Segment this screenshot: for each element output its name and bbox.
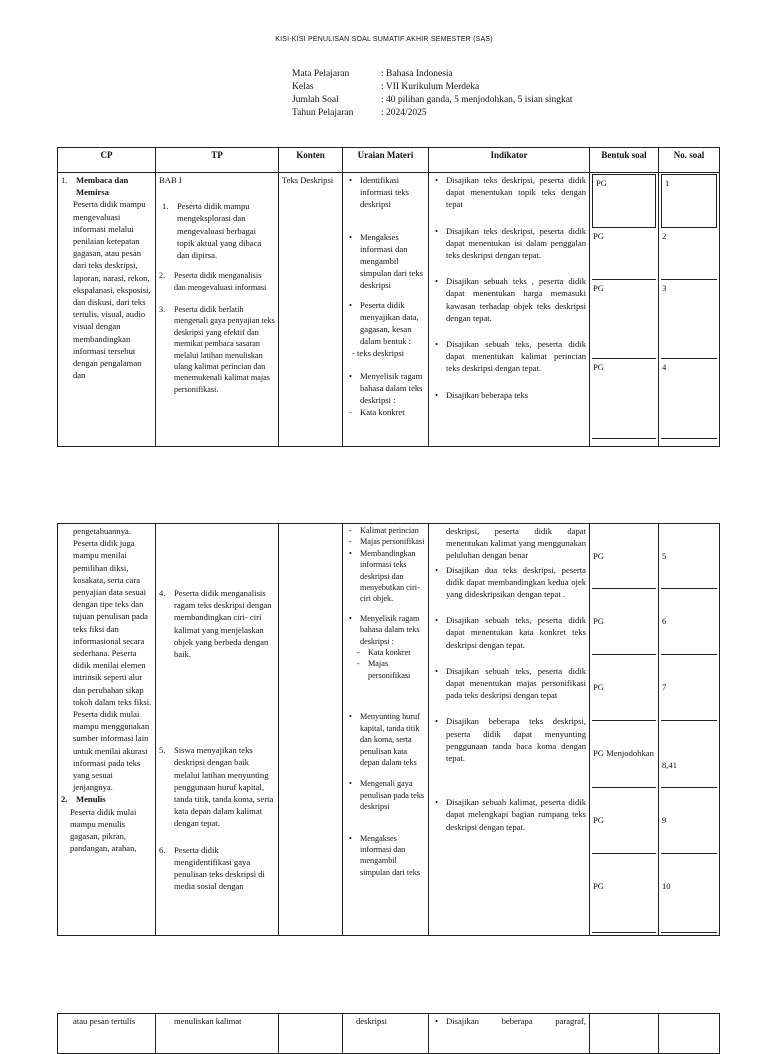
question-number-slot: 8,41 [659,721,719,788]
meta-row-question-count: Jumlah Soal : 40 pilihan ganda, 5 menjodohkan, 5 isian singkat [292,95,573,105]
cp-text: pengetahuannya. Peserta didik juga mampu menilai pemilihan diksi, kosakata, serta cara penyajian data sesuai dengan tipe teks dan tujuan penulisan pada teks fiksi dan informasional secara sederhana. Peserta didik menilai elemen intrinsik seperti alur dan perubahan sikap tokoh dalam teks fiksi. Peserta didik mulai mampu menggunakan sumber informasi lain untuk menilai akurasi informasi pada teks yang sesuai jenjangnya. [73,526,152,793]
header-konten: Konten [279,148,343,173]
cell-konten [279,1014,343,1054]
cell-cp: pengetahuannya. Peserta didik juga mampu menilai pemilihan diksi, kosakata, serta cara penyajian data sesuai dengan tipe teks dan tujuan penulisan pada teks fiksi dan informasional secara sederhana. Peserta didik menilai elemen intrinsik seperti alur dan perubahan sikap tokoh dalam teks fiksi. Peserta didik mulai mampu menggunakan sumber informasi lain untuk menilai akurasi informasi pada teks yang sesuai jenjangnya. 2. Menulis Peserta didik mulai mampu menulis gagasan, pikran, pandangan, arahan, [58,524,156,936]
material-item: • Menyunting huruf kapital, tanda titik dan koma, serta penulisan kata depan dalam teks [346,711,425,768]
indicator-item: • Disajikan sebuah teks, peserta didik dapat menentukan majas personifikasi pada teks deskripsi dengan tepat [432,665,586,702]
material-subitem: - Kata konkret [346,406,425,418]
cell-no-soal [659,173,720,447]
question-type-slot: PG [590,280,658,359]
cell-tp [156,173,279,447]
question-type-slot: PG [590,228,658,280]
material-subitem: - teks deskripsi [352,348,405,359]
cell-no-soal [659,524,720,936]
material-item: • Mengenali gaya penulisan pada teks deskripsi [346,778,425,812]
meta-row-subject: Mata Pelajaran : Bahasa Indonesia [292,69,453,79]
question-number-slot: 6 [659,589,719,655]
cell-tp [156,524,279,936]
question-number-slot: 9 [659,788,719,854]
grid-table-part-2 [57,523,720,936]
cell-cp: atau pesan tertulis [58,1014,156,1054]
meta-row-class: Kelas : VII Kurikulum Merdeka [292,82,480,92]
header-no-soal: No. soal [659,148,720,173]
cell-uraian-materi [343,173,429,447]
indicator-item: • Disajikan sebuah teks, peserta didik dapat menentukan kata konkret teks deskripsi dengan tepat. [432,614,586,651]
material-item: • Menyelisik ragam bahasa dalam teks deskripsi : [346,613,425,647]
table-row [58,1014,720,1054]
question-number-slot: 2 [659,228,719,280]
tp-item: 4. Peserta didik menganalisis ragam teks deskripsi dengan membandingkan ciri- ciri kalimat yang menjelaskan objek yang berbeda dengan baik. [159,588,272,660]
indicator-item: • Disajikan sebuah kalimat, peserta didik dapat melengkapi bagian rumpang teks deskripsi dengan tepat. [432,796,586,833]
tp-item: 3. Peserta didik berlatih mengenali gaya penyajian teks deskripsi yang efektif dan memikat pembaca sasaran melalui latihan menuliskan ulang kalimat perincian dan menemukenali kalimat majas personifikasi. [159,305,275,394]
indicator-item: • Disajikan teks deskripsi, peserta didik dapat menentukan isi dalam penggalan teks deskripsi dengan tepat. [432,225,586,262]
indicator-item: deskripsi, peserta didik dapat menentukan kalimat yang menggunakan peluluhan dengan benar [446,526,586,561]
question-type-slot: PG [590,788,658,854]
question-number-slot: 7 [659,655,719,721]
tp-chapter: BAB I [159,175,182,185]
question-type-slot: PG [592,174,656,228]
cp-text: Peserta didik mampu mengevaluasi informasi melalui penilaian ketepatan gagasan, atau pesan dari teks deskripsi, laporan, narasi, rekon, ekspalanasi, eksposisi, dan diskusi, dari teks tertulis, visual, audio visual dengan membandingkan informasi tersebut dengan pengalaman dan [73,199,151,381]
cell-bentuk-soal [590,1014,659,1054]
question-number-slot: 4 [659,359,719,439]
header-cp: CP [58,148,156,173]
cp-text: Peserta didik mulai mampu menulis gagasan, pikran, pandangan, arahan, [70,806,137,854]
cell-uraian-materi [343,524,429,936]
header-tp: TP [156,148,279,173]
question-type-slot: PG [590,655,658,721]
question-number-slot: 3 [659,280,719,359]
cell-konten [279,524,343,936]
material-subitem: - Kalimat perincian [346,525,425,536]
tp-item: 6. Peserta didik mengidentifikasi gaya penulisan teks deskripsi di media sosial dengan [159,844,265,892]
subject-info [292,68,573,120]
table-row [58,173,720,447]
table-row [58,524,720,936]
material-subitem: - Kata konkret [354,647,425,658]
indicator-item: • Disajikan beberapa teks deskripsi, peserta didik dapat menyunting penggunaan tanda baca koma dengan tepat. [432,715,586,764]
question-type-slot: PG Menjodohkan [590,721,658,788]
question-type-slot: PG [590,524,658,589]
cell-konten: Teks Deskripsi [279,173,343,447]
material-item: • Membandingkan informasi teks deskripsi dan menyebutkan ciri-ciri objek. [346,548,425,605]
meta-row-academic-year: Tahun Pelajaran : 2024/2025 [292,108,427,118]
material-item: • Menyelisik ragam bahasa dalam teks deskripsi : [346,370,425,407]
question-number-slot: 1 [661,174,717,228]
cp-heading: Menulis [76,794,106,805]
tp-item: 2. Peserta didik menganalisis dan mengevaluasi informasi [159,271,267,292]
grid-table-part-3 [57,1013,720,1054]
header-indikator: Indikator [429,148,590,173]
document-title: KISI-KISI PENULISAN SOAL SUMATIF AKHIR SEMESTER (SAS) [275,36,493,43]
material-item: • Mengakses informasi dan mengambil simpulan dari teks [346,833,425,879]
indicator-item: • Disajikan beberapa teks [432,389,586,401]
cell-indikator: • Disajikan beberapa paragraf, [429,1014,590,1054]
indicator-item: • Disajikan sebuah teks , peserta didik dapat menentukan harga memasuki kawasan terhadap objek teks deskripsi dengan tepat. [432,275,586,324]
cell-indikator [429,173,590,447]
material-item: • Mengakses informasi dan mengambil simpulan dari teks deskripsi [346,231,425,292]
question-number-slot: 10 [659,854,719,933]
question-type-slot: PG [590,854,658,933]
material-subitem: - Majas personifikasi [346,536,425,547]
tp-item: 1. Peserta didik mampu mengeksplorasi dan mengevaluasi berbagai topik aktual yang dibaca dan dipirsa. [162,201,262,261]
header-bentuk-soal: Bentuk soal [590,148,659,173]
material-item: • Identifikasi informasi teks deskripsi [346,174,425,211]
cell-indikator [429,524,590,936]
table-header-row [58,148,720,173]
question-type-slot: PG [590,359,658,439]
indicator-item: • Disajikan teks deskripsi, peserta didik dapat menentukan topik teks dengan tepat [432,174,586,211]
tp-item: 5. Siswa menyajikan teks deskripsi dengan baik melalui latihan menyunting penggunaan huruf kapital, tanda titik, tanda koma, serta kata depan dalam kalimat dengan tepat. [159,745,274,829]
cp-heading: Membaca dan Memirsa [76,175,129,198]
header-uraian-materi: Uraian Materi [343,148,429,173]
indicator-item: • Disajikan dua teks deskripsi, peserta didik dapat membandingkan kedua ojek yang dideskripsikan dengan tepat . [432,564,586,601]
question-number-slot: 5 [659,524,719,589]
question-type-slot: PG [590,589,658,655]
grid-table-part-1 [57,147,720,447]
cell-bentuk-soal [590,524,659,936]
cell-bentuk-soal [590,173,659,447]
cell-uraian-materi: deskripsi [343,1014,429,1054]
material-subitem: - Majas personifikasi [354,658,425,681]
cell-no-soal [659,1014,720,1054]
indicator-item: • Disajikan sebuah teks, peserta didik dapat menentukan kalimat perincian teks deskripsi dengan tepat. [432,338,586,375]
material-item: • Peserta didik menyajikan data, gagasan, kesan dalam bentuk : [346,299,425,348]
cell-tp: menuliskan kalimat [156,1014,279,1054]
cell-cp: 1. Membaca dan Memirsa Peserta didik mampu mengevaluasi informasi melalui penilaian ketepatan gagasan, atau pesan dari teks deskripsi, laporan, narasi, rekon, ekspalanasi, eksposisi, dan diskusi, dari teks tertulis, visual, audio visual dengan membandingkan informasi tersebut dengan pengalaman dan [58,173,156,447]
